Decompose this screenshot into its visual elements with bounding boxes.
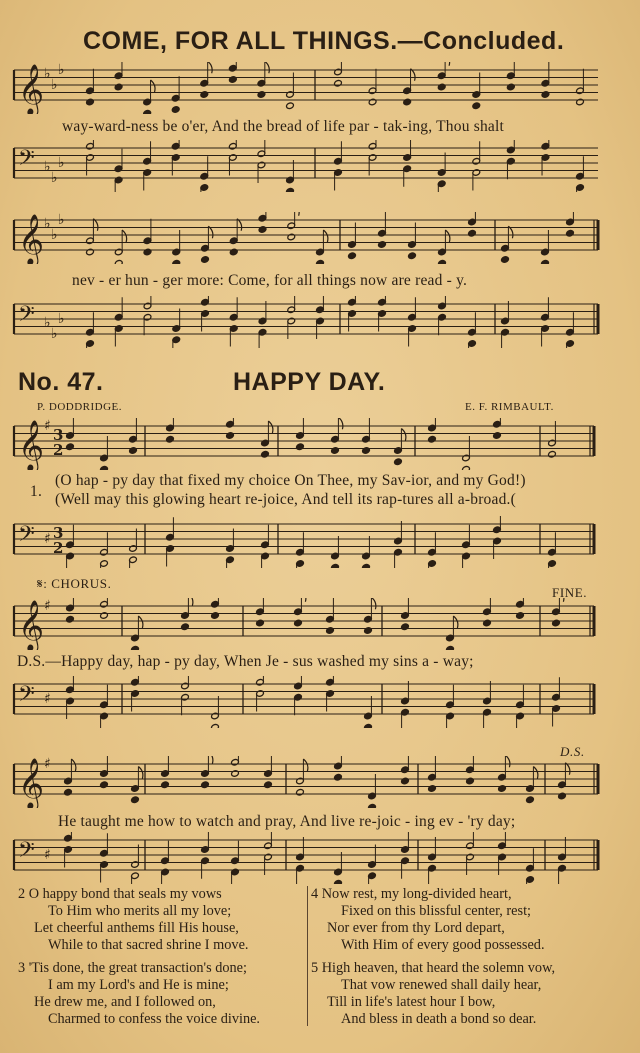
svg-text:♯: ♯: [44, 847, 51, 863]
music-system-5-treble: [0, 756, 640, 808]
svg-text:𝄢: 𝄢: [18, 302, 35, 332]
svg-text:𝄞: 𝄞: [18, 420, 45, 470]
svg-text:♭: ♭: [51, 170, 58, 186]
svg-text:♯: ♯: [44, 418, 51, 434]
svg-text:♭: ♭: [51, 326, 58, 342]
hymn-title: HAPPY DAY.: [233, 368, 386, 396]
verse-3: 3 'Tis done, the great transaction's done; I am my Lord's and He is mine; He drew me, and I followed on, Charmed to confess the voice divine.: [18, 960, 261, 1027]
hymn-number: No. 47.: [18, 368, 104, 396]
svg-text:2: 2: [53, 539, 64, 557]
svg-text:𝄞: 𝄞: [18, 64, 45, 114]
fine-mark: FINE.: [552, 585, 588, 600]
verse-3-number: 3: [18, 960, 26, 976]
verse-5: 5 High heaven, that heard the solemn vow, That vow renewed shall daily hear, Till in life's latest hour I bow, And bless in death a bond so dear.: [311, 960, 556, 1027]
verse1-line-2: (Well may this glowing heart re-joice, And tell its rap-tures all a-broad.(: [55, 491, 516, 508]
chorus-label: 𝄋: CHORUS.: [37, 576, 112, 591]
music-system-4-bass: [0, 676, 640, 728]
svg-text:♭: ♭: [58, 62, 65, 78]
svg-text:♯: ♯: [44, 691, 51, 707]
music-system-3-treble: [0, 418, 640, 470]
music-system-5-bass: [0, 832, 640, 884]
svg-text:3: 3: [53, 524, 64, 542]
svg-text:𝄢: 𝄢: [18, 682, 35, 712]
music-system-4-treble: [0, 598, 640, 650]
top-title: COME, FOR ALL THINGS.—Concluded.: [83, 27, 565, 55]
svg-text:♭: ♭: [58, 212, 65, 228]
svg-text:𝄞: 𝄞: [18, 758, 45, 808]
svg-text:𝄢: 𝄢: [18, 838, 35, 868]
verse-5-number: 5: [311, 960, 319, 976]
verse-number: 1.: [30, 483, 43, 500]
music-system-3-bass: [0, 516, 640, 568]
svg-text:3: 3: [53, 426, 64, 444]
music-system-2-bass: [0, 296, 640, 348]
hymn-composer: E. F. RIMBAULT.: [465, 401, 554, 413]
svg-text:♭: ♭: [58, 311, 65, 327]
svg-text:♯: ♯: [44, 531, 51, 547]
chorus-line-2: He taught me how to watch and pray, And live re-joic - ing ev - 'ry day;: [58, 813, 516, 830]
verse-divider: [307, 886, 308, 1026]
music-system-2-treble: [0, 212, 640, 264]
svg-text:♯: ♯: [44, 598, 51, 614]
music-system-1-bass: [0, 140, 640, 192]
svg-text:♭: ♭: [58, 155, 65, 171]
svg-text:♭: ♭: [51, 77, 58, 93]
svg-text:♯: ♯: [44, 756, 51, 772]
hymn-author: P. DODDRIDGE.: [37, 401, 123, 413]
svg-text:♭: ♭: [51, 227, 58, 243]
ds-mark: D.S.: [560, 744, 585, 759]
verse-2: 2 O happy bond that seals my vows To Him who merits all my love; Let cheerful anthems fill His house, While to that sacred shrine I move.: [18, 886, 249, 953]
svg-text:2: 2: [53, 441, 64, 459]
svg-text:𝄢: 𝄢: [18, 146, 35, 176]
verse-4: 4 Now rest, my long-divided heart, Fixed on this blissful center, rest; Nor ever from thy Lord depart, With Him of every good possessed.: [311, 886, 545, 953]
chorus-line-1: D.S.—Happy day, hap - py day, When Je - sus washed my sins a - way;: [17, 653, 474, 670]
top-lyric-line-1: way-ward-ness be o'er, And the bread of life par - tak-ing, Thou shalt: [62, 118, 504, 135]
verse-2-number: 2: [18, 886, 26, 902]
svg-text:♭: ♭: [44, 216, 51, 232]
svg-text:𝄢: 𝄢: [18, 522, 35, 552]
svg-text:𝄞: 𝄞: [18, 214, 45, 264]
svg-text:♭: ♭: [44, 159, 51, 175]
verse1-line-1: (O hap - py day that fixed my choice On Thee, my Sav-ior, and my God!): [55, 472, 526, 489]
svg-text:♭: ♭: [44, 315, 51, 331]
music-system-1-treble: [0, 62, 640, 114]
verse-4-number: 4: [311, 886, 319, 902]
svg-text:♭: ♭: [44, 66, 51, 82]
svg-text:𝄞: 𝄞: [18, 600, 45, 650]
top-lyric-line-2: nev - er hun - ger more: Come, for all things now are read - y.: [72, 272, 468, 289]
